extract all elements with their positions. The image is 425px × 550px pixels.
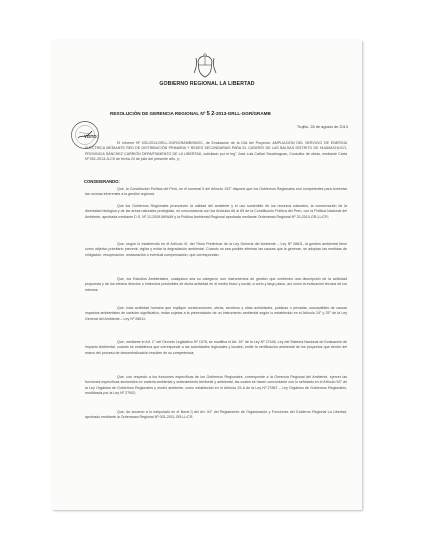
paragraph-6: Que, mediante el Art. 1° del Decreto Legislativo Nº 1078, se modifica el Art. 16° de la Ley Nº 27446, Ley del Sistema Nacional de Evaluación de Impacto Ambiental, cuando se establezca que corresponde a las autoridades regionales y locales, emitir la certificación ambiental de los proyectos que dentro del marco del proceso de descentralización resulten de su competencia; (85, 340, 347, 355)
resolution-date: Trujillo, 28 de agosto de 2013 (296, 124, 348, 129)
resolution-number: 5 2 (206, 111, 215, 117)
resolution-suffix: -2013-GRLL-GGR/GRAMB (214, 111, 271, 116)
document-page (52, 40, 362, 510)
visto-heading: VISTO: (84, 134, 98, 139)
paragraph-2: Que los Gobiernos Regionales promueven la calidad del ambiente y el uso sostenible de los recursos naturales, la conservación de la diversidad biológica y de las áreas naturales protegidas, en concordancia con los Artículos 66 al 69 de la Constitución Política del Perú, con la Política Nacional del Ambiente, aprobada mediante D.S. Nº 12-2009-MINAM y la Política Ambiental Regional aprobada mediante Ordenanza Regional Nº 20-2010-GR-LL/CR; (85, 204, 347, 219)
paragraph-8: Que, de acuerdo a lo estipulado en el literal l) del Art. 94° del Reglamento de Organización y Funciones del Gobierno Regional La Libertad, aprobado mediante la Ordenanza Regional Nº 001-2011-GR-LL/CR, (85, 410, 347, 420)
resolution-title-text: RESOLUCIÓN DE GERENCIA REGIONAL Nº (110, 111, 206, 116)
paragraph-5: Que, toda actividad humana que implique construcciones, obras, servicios y otras actividades, públicas o privadas, susceptibles de causar impactos ambientales de carácter significativo, están sujetas a la presentación de un instrumento ambiental según lo establecido en el Artículo 24° y 25° de la Ley General del Ambiente – Ley Nº 28611; (85, 306, 347, 321)
organization-header: GOBIERNO REGIONAL LA LIBERTAD (159, 81, 255, 87)
coat-of-arms-seal (192, 53, 218, 79)
resolution-title (110, 111, 271, 117)
considerando-heading: CONSIDERANDO: (84, 179, 120, 184)
paragraph-1: Que, la Constitución Política del Perú, en el numeral 9 del Artículo 192° dispone que los Gobiernos Regionales son competentes para fomentar las normas inherentes a la gestión regional; (85, 187, 347, 197)
paragraph-3: Que, según lo establecido en el Artículo VI, del Título Preliminar de la Ley General del Ambiente – Ley Nº 28611, la gestión ambiental tiene como objetivo prioritario prevenir, vigilar y evitar la degradación ambiental. Cuando no sea posible eliminar las causas que la generan, se adoptan las medidas de mitigación, recuperación, restauración o eventual compensación, que correspondan; (85, 242, 347, 257)
paragraph-visto: El Informe Nº 030-2013-GRLL-GGR/GRAMB/SMOC, de Evaluación de la DIA del Proyecto: AMPLIACIÓN DEL SERVICIO DE ENERGÍA ELÉCTRICA MEDIANTE RED DE DISTRIBUCIÓN PRIMARIA Y REDES SECUNDARIAS PARA EL CASERÍO DE LAS BALSAS DISTRITO DE HUAMACHUCO, PROVINCIA SÁNCHEZ CARRIÓN DEPARTAMENTO DE LA LIBERTAD, solicitado por el Ing° José Luis Cañari Saucihaguas, Consultor de obras, mediante Carta Nº 001-2013-JLCS de fecha 24 de julio del presente año, y; (85, 141, 347, 161)
paragraph-7: Que, con respecto a los funciones específicas de los Gobiernos Regionales, corresponde a la Gerencia Regional del Ambiente, ejercer las funciones específicas sectoriales en materia ambiental y ordenamiento territorial y ambiental, las cuales se hacen concordante con lo señalado en el Artículo 53° de la Ley Orgánica de Gobiernos Regionales y medio ambiente, como establecido en el Artículo 29-A de la Ley Nº 27867 – Ley Orgánica de Gobiernos Regionales, modificada por la Ley Nº 27902; (85, 375, 347, 395)
paragraph-4: Que, los Estudios Ambientales, cualquiera sea su categoría, son instrumentos de gestión que contienen una descripción de la actividad propuesta y de los efectos directos o indirectos previsibles de dicha actividad en el medio físico y social, a corto y largo plazo, así como la evaluación técnica de los mismos; (85, 277, 347, 292)
